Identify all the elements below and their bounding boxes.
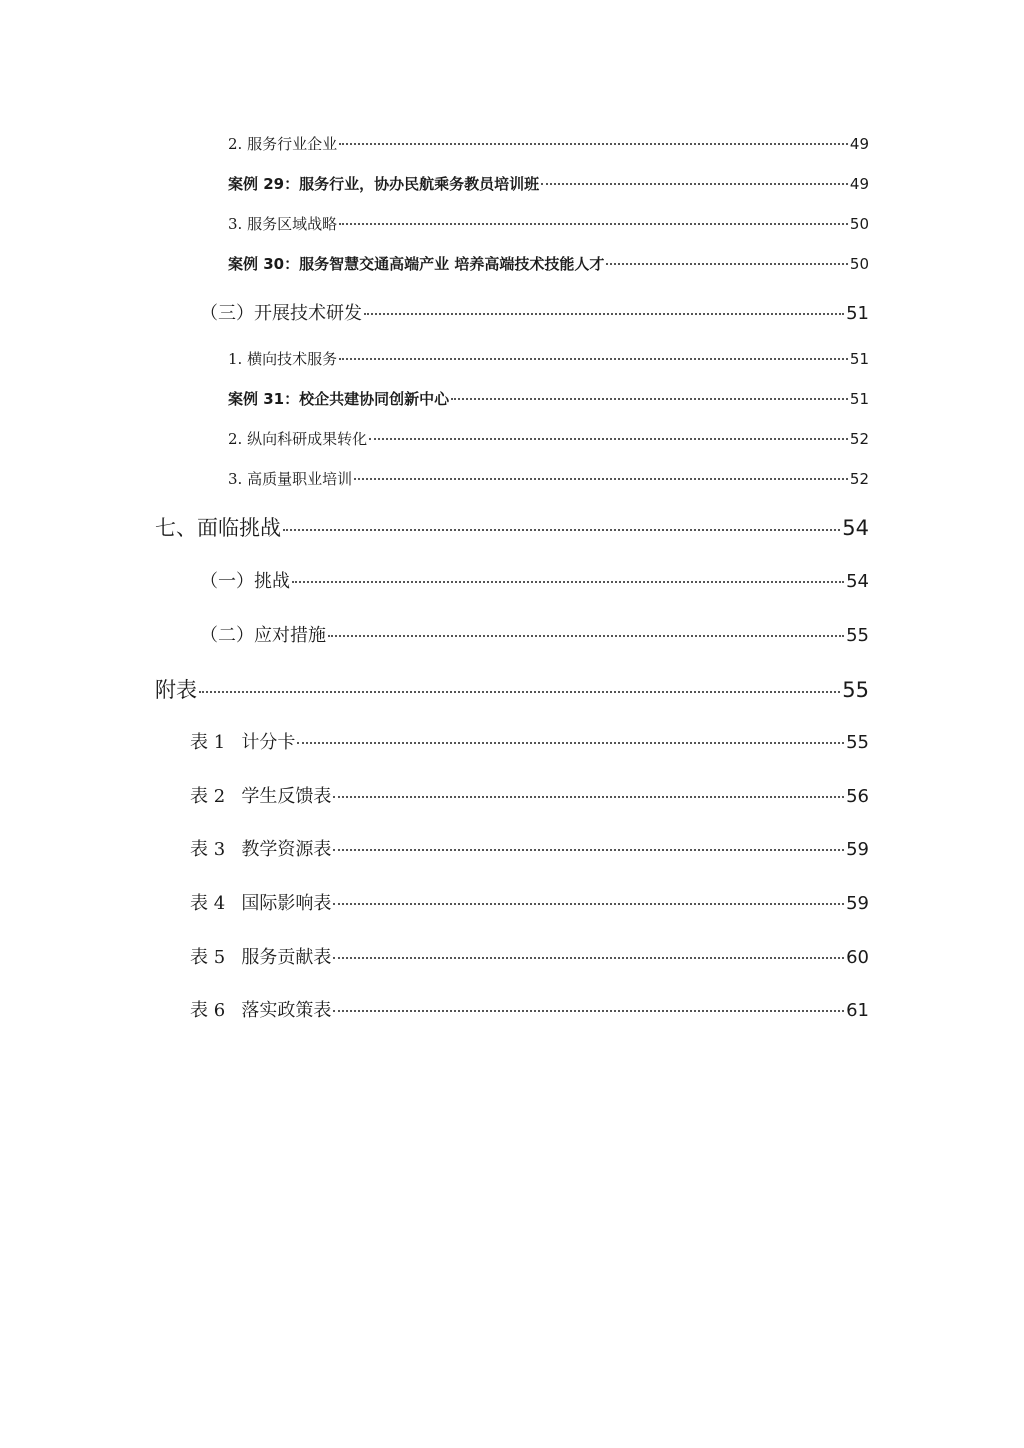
toc-page-number: 49 [849, 175, 869, 193]
table-number: 表 3 [190, 839, 226, 860]
toc-page-number: 56 [846, 786, 869, 807]
table-number: 表 2 [190, 786, 226, 807]
toc-page-number: 55 [846, 732, 869, 753]
table-number: 表 4 [190, 893, 226, 914]
toc-entry-horizontal-tech[interactable] [228, 348, 869, 369]
table-title: 学生反馈表 [241, 786, 332, 807]
dot-leader [364, 313, 844, 315]
dot-leader [333, 849, 844, 851]
toc-page-number: 50 [849, 215, 869, 233]
dot-leader [333, 796, 844, 798]
dot-leader [339, 223, 848, 225]
dot-leader [354, 478, 848, 480]
toc-page-number: 51 [849, 390, 869, 408]
toc-page-number: 50 [849, 255, 869, 273]
toc-page-number: 52 [849, 470, 869, 488]
toc-entry-label: 1. 横向技术服务 [228, 350, 338, 368]
toc-entry-appendix[interactable] [155, 674, 869, 704]
dot-leader [369, 438, 848, 440]
toc-entry-label: 案例 30：服务智慧交通高端产业 培养高端技术技能人才 [228, 255, 605, 273]
dot-leader [292, 581, 844, 583]
toc-entry-service-industry[interactable] [228, 133, 869, 154]
toc-entry-vocational-training[interactable] [228, 468, 869, 489]
table-title: 计分卡 [241, 732, 296, 753]
dot-leader [333, 957, 844, 959]
toc-entry-case-30[interactable] [228, 253, 869, 274]
toc-page-number: 60 [846, 947, 869, 968]
table-number: 表 6 [190, 1000, 226, 1021]
toc-entry-challenges[interactable] [200, 567, 869, 593]
dot-leader [339, 358, 848, 360]
dot-leader [199, 691, 840, 693]
toc-entry-case-31[interactable] [228, 388, 869, 409]
toc-entry-label [190, 782, 331, 808]
toc-page-number: 51 [846, 303, 869, 324]
toc-entry-case-29[interactable] [228, 173, 869, 194]
toc-page-number: 59 [846, 839, 869, 860]
dot-leader [541, 183, 848, 185]
toc-entry-label: 附表 [155, 678, 197, 702]
toc-entry-label: 七、面临挑战 [155, 516, 281, 540]
toc-entry-regional-strategy[interactable] [228, 213, 869, 234]
toc-page-number: 55 [846, 625, 869, 646]
toc-entry-label: （三）开展技术研发 [200, 303, 362, 324]
toc-entry-label: 案例 31：校企共建协同创新中心 [228, 390, 450, 408]
toc-entry-label: 2. 服务行业企业 [228, 135, 338, 153]
toc-entry-label: 2. 纵向科研成果转化 [228, 430, 368, 448]
dot-leader [283, 529, 840, 531]
toc-entry-label [190, 943, 331, 969]
toc-entry-table-3[interactable] [190, 835, 869, 861]
toc-page-number: 61 [846, 1000, 869, 1021]
toc-entry-label [190, 996, 331, 1022]
toc-entry-vertical-research[interactable] [228, 428, 869, 449]
toc-entry-table-6[interactable] [190, 996, 869, 1022]
toc-entry-tech-rd[interactable] [200, 299, 869, 325]
toc-entry-table-4[interactable] [190, 889, 869, 915]
dot-leader [451, 398, 848, 400]
toc-entry-table-5[interactable] [190, 943, 869, 969]
dot-leader [339, 143, 848, 145]
table-number: 表 5 [190, 947, 226, 968]
toc-entry-label: 3. 高质量职业培训 [228, 470, 353, 488]
table-title: 国际影响表 [241, 893, 332, 914]
toc-page-number: 49 [849, 135, 869, 153]
table-title: 落实政策表 [241, 1000, 332, 1021]
toc-entry-table-2[interactable] [190, 782, 869, 808]
toc-page-number: 51 [849, 350, 869, 368]
toc-entry-countermeasures[interactable] [200, 621, 869, 647]
toc-page-number: 54 [842, 516, 869, 540]
table-title: 教学资源表 [241, 839, 332, 860]
toc-entry-label [190, 728, 295, 754]
toc-page-number: 59 [846, 893, 869, 914]
dot-leader [297, 742, 844, 744]
toc-entry-label: 案例 29：服务行业，协办民航乘务教员培训班 [228, 175, 540, 193]
toc-entry-table-1[interactable] [190, 728, 869, 754]
toc-entry-label: （一）挑战 [200, 571, 290, 592]
table-title: 服务贡献表 [241, 947, 332, 968]
toc-page-number: 52 [849, 430, 869, 448]
toc-entry-label: 3. 服务区域战略 [228, 215, 338, 233]
toc-page-number: 55 [842, 678, 869, 702]
dot-leader [333, 903, 844, 905]
toc-page-number: 54 [846, 571, 869, 592]
toc-entry-chapter-challenges[interactable] [155, 512, 869, 542]
toc-entry-label [190, 835, 331, 861]
dot-leader [333, 1010, 844, 1012]
table-number: 表 1 [190, 732, 226, 753]
dot-leader [606, 263, 848, 265]
dot-leader [328, 635, 844, 637]
toc-entry-label [190, 889, 331, 915]
toc-entry-label: （二）应对措施 [200, 625, 326, 646]
